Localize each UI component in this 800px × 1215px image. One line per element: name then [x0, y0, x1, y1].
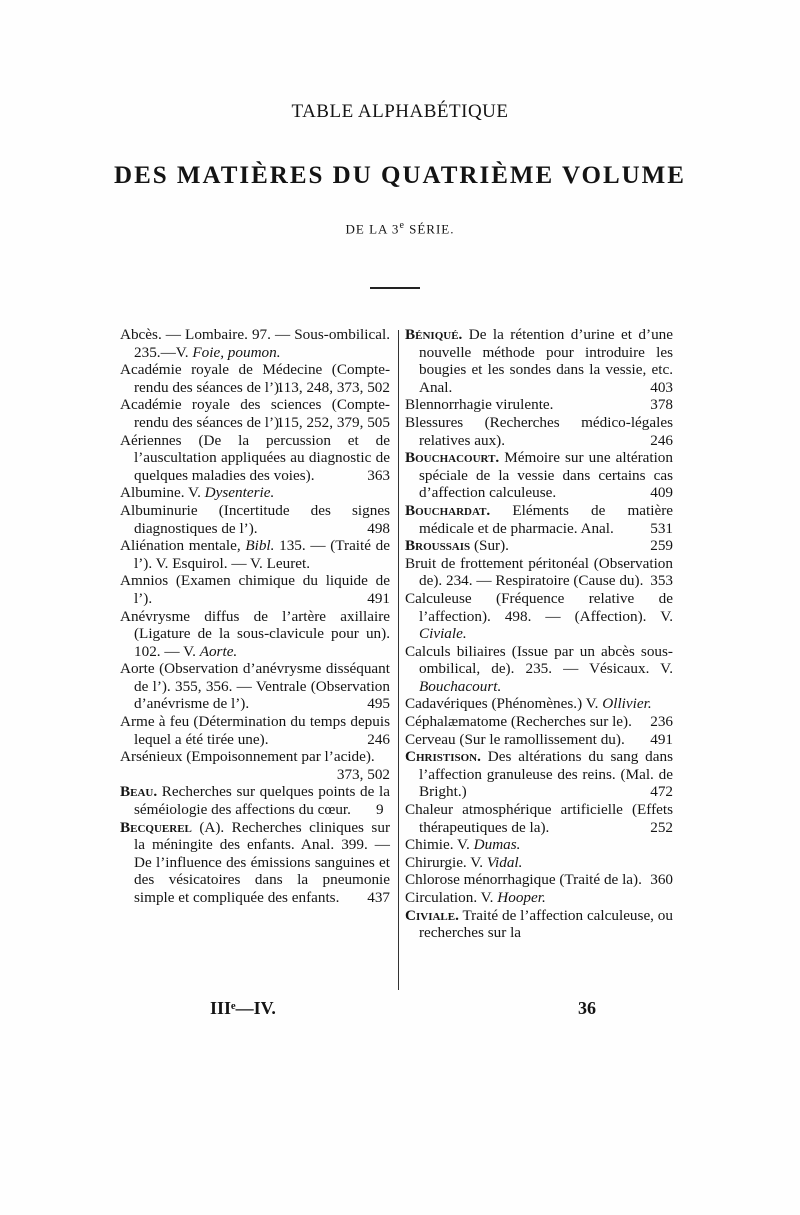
- entry-reference: Bibl.: [245, 537, 275, 555]
- index-entry: [120, 748, 390, 783]
- entry-text: Traité de l’affection calculeuse, ou recherches sur la: [419, 906, 673, 942]
- entry-text: Blennorrhagie virulente.: [405, 396, 554, 414]
- index-entry: [405, 326, 673, 396]
- entry-author: Bouchacourt.: [405, 449, 500, 467]
- entry-page: 531: [650, 519, 673, 537]
- index-entry: [405, 801, 673, 836]
- index-entry: [120, 484, 390, 502]
- page-number: 36: [578, 998, 596, 1018]
- entry-page: 495: [367, 695, 390, 713]
- index-entry: [120, 396, 390, 431]
- entry-text: Arsénieux (Empoisonnement par l’acide).: [120, 748, 375, 766]
- entry-text: Bruit de frottement péritonéal (Observation de). 234. — Respiratoire (Cause du).: [405, 554, 673, 590]
- entry-text: Chaleur atmosphérique artificielle (Effets thérapeutiques de la).: [405, 801, 673, 836]
- entry-author: Civiale.: [405, 906, 459, 924]
- index-entry: [405, 889, 673, 907]
- index-entry: [120, 608, 390, 661]
- entry-text: Calculs biliaires (Issue par un abcès sous-ombilical, de). 235. — Vésicaux. V.: [405, 642, 673, 678]
- entry-reference: Hooper.: [497, 889, 546, 906]
- entry-page: 113, 248, 373, 502: [276, 378, 390, 396]
- index-entry: [405, 414, 673, 449]
- entry-text: Académie royale de Médecine (Compte-rendu des séances de l’).: [120, 361, 390, 396]
- index-entry: [405, 643, 673, 696]
- entry-author: Bouchardat.: [405, 501, 491, 519]
- entry-page: 472: [650, 783, 673, 801]
- entry-text: De la rétention d’urine et d’une nouvelle méthode pour introduire les bougies et les sondes dans la vessie, etc. Anal.: [419, 326, 673, 396]
- entry-text: Mémoire sur une altération spéciale de la vessie dans certains cas d’affection calculeuse.: [419, 449, 673, 502]
- index-entry: [405, 871, 673, 889]
- index-entry: [405, 555, 673, 590]
- index-entry: [120, 713, 390, 748]
- entry-reference: Ollivier.: [602, 695, 652, 713]
- entry-text: Aériennes (De la percussion et de l’auscultation appliquées au diagnostic de quelques maladies des voies).: [120, 431, 390, 484]
- entry-page: 378: [650, 396, 673, 414]
- entry-text: 135. — (Traité de l’). V. Esquirol. — V. Leuret.: [134, 537, 390, 572]
- index-entry: [405, 537, 673, 555]
- entry-text: Arme à feu (Détermination du temps depuis lequel a été tirée une).: [120, 713, 390, 748]
- index-entry: [120, 537, 390, 572]
- index-entry: [405, 502, 673, 537]
- entry-text: Chirurgie. V.: [405, 853, 487, 871]
- entry-page: 409: [650, 484, 673, 502]
- index-entry: [120, 572, 390, 607]
- entry-text: Céphalæmatome (Recherches sur le).: [405, 713, 632, 731]
- entry-reference: Foie, poumon.: [192, 343, 281, 361]
- entry-author: Béniqué.: [405, 326, 463, 343]
- entry-text: Académie royale des sciences (Compte-rendu des séances de l’).: [120, 396, 390, 431]
- column-divider: [398, 330, 399, 990]
- index-entry: [120, 502, 390, 537]
- entry-page: 115, 252, 379, 505: [276, 413, 390, 431]
- index-entry: [405, 836, 673, 854]
- entry-page: 259: [650, 537, 673, 555]
- entry-author: Broussais: [405, 537, 471, 555]
- entry-text: Chlorose ménorrhagique (Traité de la).: [405, 871, 642, 889]
- entry-page: 373, 502: [336, 765, 390, 783]
- index-entry: [405, 748, 673, 801]
- index-entry: [120, 819, 390, 907]
- entry-page: 498: [367, 519, 390, 537]
- entry-text: Calculeuse (Fréquence relative de l’affection). 498. — (Affection). V.: [405, 589, 673, 625]
- index-entry: [405, 396, 673, 414]
- index-entry: [405, 590, 673, 643]
- entry-page: 491: [650, 730, 673, 748]
- entry-page: 437: [367, 889, 390, 906]
- entry-text: (Sur).: [470, 537, 509, 555]
- entry-text: Abcès. — Lombaire. 97. — Sous-ombilical. 235.—V.: [120, 326, 390, 361]
- entry-reference: Dysenterie.: [204, 484, 275, 502]
- index-entry: [405, 731, 673, 749]
- entry-page: 246: [650, 431, 673, 449]
- entry-text: Des altérations du sang dans l’affection granuleuse des reins. (Mal. de Bright.): [419, 748, 673, 801]
- page-heading: TABLE ALPHABÉTIQUE: [291, 101, 509, 122]
- entry-text: Blessures (Recherches médico-légales relatives aux).: [405, 413, 673, 449]
- index-entry: [120, 361, 390, 396]
- signature-mark: IIIᵉ—IV.: [210, 998, 276, 1018]
- entry-page: 363: [367, 466, 390, 484]
- entry-text: Recherches sur quelques points de la séméiologie des affections du cœur.: [134, 783, 390, 819]
- page-title: DES MATIÈRES DU QUATRIÈME VOLUME: [114, 162, 686, 189]
- entry-reference: Aorte.: [199, 642, 238, 660]
- entry-page: 252: [650, 818, 673, 836]
- entry-reference: Bouchacourt.: [419, 677, 502, 695]
- entry-text: (A). Recherches cliniques sur la méningite des enfants. Anal. 399. — De l’influence des émissions sanguines et des vésicatoires dans la pneumonie simple et compliquée des enfants.: [134, 818, 390, 906]
- index-entry: [120, 326, 390, 361]
- index-entry: Beau. Recherches sur quelques points de la séméiologie des affections du cœur. 9: [120, 783, 390, 819]
- entry-text: Chimie. V.: [405, 836, 474, 854]
- entry-text: Amnios (Examen chimique du liquide de l’).: [120, 572, 390, 607]
- entry-text: Anévrysme diffus de l’artère axillaire (Ligature de la sous-clavicule pour un). 102. — V.: [120, 607, 390, 660]
- index-entry: [120, 432, 390, 485]
- entry-page: 403: [650, 378, 673, 396]
- entry-text: Albumine. V.: [120, 484, 205, 502]
- entry-text: Cadavériques (Phénomènes.) V.: [405, 695, 603, 713]
- entry-text: Aliénation mentale,: [120, 537, 246, 555]
- entry-text: Aorte (Observation d’anévrysme disséquant de l’). 355, 356. — Ventrale (Observation d’anévrisme de l’).: [120, 660, 390, 713]
- entry-page: 246: [367, 730, 390, 748]
- entry-page: 353: [650, 572, 673, 590]
- index-entry: [405, 907, 673, 942]
- entry-author: Beau.: [120, 783, 158, 801]
- index-column-left: [120, 326, 390, 907]
- entry-text: Eléments de matière médicale et de pharmacie. Anal.: [419, 501, 673, 537]
- entry-reference: Civiale.: [419, 625, 467, 643]
- index-entry: [405, 713, 673, 731]
- index-entry: [405, 854, 673, 872]
- entry-page: 236: [650, 713, 673, 731]
- entry-reference: Vidal.: [486, 853, 523, 871]
- page-subtitle: DE LA 3e SÉRIE.: [345, 220, 455, 237]
- entry-text: Circulation. V.: [405, 889, 498, 906]
- index-column-right: [405, 326, 673, 942]
- ornament-rule: [370, 287, 420, 289]
- entry-page: 360: [650, 871, 673, 889]
- entry-text: Cerveau (Sur le ramollissement du).: [405, 730, 625, 748]
- entry-author: Becquerel: [120, 818, 192, 836]
- entry-page: 491: [367, 589, 390, 607]
- index-entry: [405, 695, 673, 713]
- entry-reference: Dumas.: [473, 836, 521, 854]
- index-entry: [405, 449, 673, 502]
- entry-author: Christison.: [405, 748, 481, 766]
- entry-text: Albuminurie (Incertitude des signes diagnostiques de l’).: [120, 501, 390, 537]
- index-entry: [120, 660, 390, 713]
